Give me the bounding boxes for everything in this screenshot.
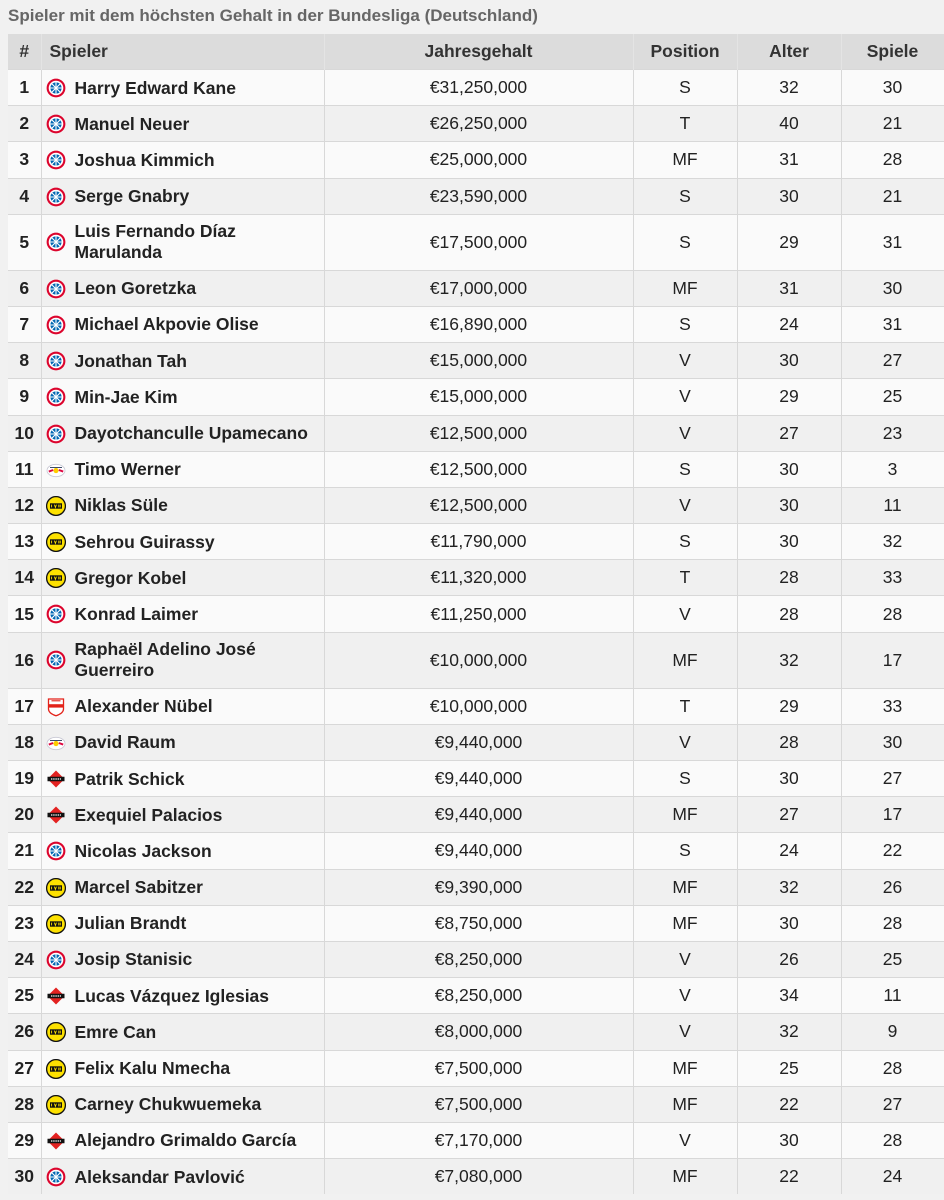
dortmund-icon <box>46 914 66 934</box>
position-cell: T <box>633 560 737 596</box>
column-header-salary[interactable]: Jahresgehalt <box>324 34 633 70</box>
age-cell: 30 <box>737 178 841 214</box>
player-name[interactable]: Serge Gnabry <box>74 186 190 207</box>
position-cell: MF <box>633 1086 737 1122</box>
position-cell: S <box>633 761 737 797</box>
salary-cell: €7,080,000 <box>324 1159 633 1195</box>
table-row <box>8 524 944 560</box>
table-row <box>8 178 944 214</box>
position-cell: MF <box>633 905 737 941</box>
games-cell: 27 <box>841 1086 944 1122</box>
player-name[interactable]: Harry Edward Kane <box>74 77 236 98</box>
player-name[interactable]: Timo Werner <box>74 459 181 480</box>
table-row <box>8 869 944 905</box>
table-row <box>8 306 944 342</box>
position-cell: S <box>633 306 737 342</box>
rank-cell: 3 <box>8 142 41 178</box>
player-name[interactable]: Joshua Kimmich <box>74 149 215 170</box>
age-cell: 27 <box>737 415 841 451</box>
position-cell: T <box>633 688 737 724</box>
salary-cell: €23,590,000 <box>324 178 633 214</box>
age-cell: 34 <box>737 978 841 1014</box>
table-header-row <box>8 34 944 70</box>
column-header-player[interactable]: Spieler <box>41 34 324 70</box>
position-cell: S <box>633 70 737 106</box>
player-cell <box>41 379 324 415</box>
rank-cell: 9 <box>8 379 41 415</box>
age-cell: 29 <box>737 214 841 270</box>
position-cell: MF <box>633 1050 737 1086</box>
table-row <box>8 596 944 632</box>
dortmund-icon <box>46 568 66 588</box>
table-row <box>8 761 944 797</box>
games-cell: 3 <box>841 451 944 487</box>
table-row <box>8 688 944 724</box>
position-cell: V <box>633 596 737 632</box>
table-row <box>8 1159 944 1195</box>
games-cell: 21 <box>841 178 944 214</box>
salary-cell: €9,440,000 <box>324 833 633 869</box>
leverkusen-icon <box>46 769 66 789</box>
games-cell: 33 <box>841 560 944 596</box>
table-row <box>8 343 944 379</box>
age-cell: 22 <box>737 1086 841 1122</box>
player-name[interactable]: Jonathan Tah <box>74 350 187 371</box>
position-cell: V <box>633 1122 737 1158</box>
games-cell: 30 <box>841 70 944 106</box>
rank-cell: 25 <box>8 978 41 1014</box>
position-cell: S <box>633 451 737 487</box>
position-cell: MF <box>633 1159 737 1195</box>
salary-cell: €15,000,000 <box>324 379 633 415</box>
games-cell: 28 <box>841 1050 944 1086</box>
games-cell: 11 <box>841 978 944 1014</box>
position-cell: V <box>633 415 737 451</box>
games-cell: 32 <box>841 524 944 560</box>
salary-cell: €8,750,000 <box>324 905 633 941</box>
player-name[interactable]: Julian Brandt <box>74 913 187 934</box>
age-cell: 40 <box>737 106 841 142</box>
games-cell: 11 <box>841 487 944 523</box>
position-cell: MF <box>633 869 737 905</box>
rank-cell: 22 <box>8 869 41 905</box>
column-header-position[interactable]: Position <box>633 34 737 70</box>
salary-cell: €16,890,000 <box>324 306 633 342</box>
table-row <box>8 632 944 688</box>
age-cell: 24 <box>737 306 841 342</box>
player-cell <box>41 833 324 869</box>
games-cell: 26 <box>841 869 944 905</box>
table-row <box>8 270 944 306</box>
bayern-icon <box>46 387 66 407</box>
player-name[interactable]: Michael Akpovie Olise <box>74 314 259 335</box>
player-cell <box>41 1159 324 1195</box>
position-cell: V <box>633 941 737 977</box>
games-cell: 24 <box>841 1159 944 1195</box>
bayern-icon <box>46 650 66 670</box>
player-name[interactable]: Sehrou Guirassy <box>74 531 215 552</box>
player-name[interactable]: Emre Can <box>74 1021 157 1042</box>
age-cell: 28 <box>737 560 841 596</box>
bayern-icon <box>46 1167 66 1187</box>
player-name[interactable]: Niklas Süle <box>74 495 168 516</box>
age-cell: 32 <box>737 869 841 905</box>
games-cell: 28 <box>841 596 944 632</box>
games-cell: 27 <box>841 343 944 379</box>
player-cell <box>41 797 324 833</box>
position-cell: S <box>633 178 737 214</box>
player-cell <box>41 978 324 1014</box>
player-cell <box>41 941 324 977</box>
games-cell: 30 <box>841 270 944 306</box>
player-cell <box>41 1086 324 1122</box>
dortmund-icon <box>46 532 66 552</box>
player-name[interactable]: Gregor Kobel <box>74 567 187 588</box>
salary-table <box>8 34 944 1194</box>
table-row <box>8 487 944 523</box>
rank-cell: 5 <box>8 214 41 270</box>
bayern-icon <box>46 315 66 335</box>
position-cell: V <box>633 343 737 379</box>
games-cell: 28 <box>841 905 944 941</box>
salary-cell: €15,000,000 <box>324 343 633 379</box>
bayern-icon <box>46 604 66 624</box>
salary-cell: €9,440,000 <box>324 761 633 797</box>
age-cell: 26 <box>737 941 841 977</box>
player-name[interactable]: Lucas Vázquez Iglesias <box>74 985 270 1006</box>
bayern-icon <box>46 841 66 861</box>
player-cell <box>41 70 324 106</box>
age-cell: 30 <box>737 487 841 523</box>
age-cell: 30 <box>737 524 841 560</box>
age-cell: 30 <box>737 1122 841 1158</box>
salary-cell: €17,000,000 <box>324 270 633 306</box>
table-row <box>8 978 944 1014</box>
player-cell <box>41 415 324 451</box>
dortmund-icon <box>46 496 66 516</box>
salary-cell: €25,000,000 <box>324 142 633 178</box>
salary-cell: €7,500,000 <box>324 1050 633 1086</box>
salary-cell: €11,250,000 <box>324 596 633 632</box>
rank-cell: 19 <box>8 761 41 797</box>
age-cell: 30 <box>737 343 841 379</box>
player-name[interactable]: Dayotchanculle Upamecano <box>74 423 308 444</box>
age-cell: 24 <box>737 833 841 869</box>
player-cell <box>41 905 324 941</box>
age-cell: 29 <box>737 379 841 415</box>
position-cell: V <box>633 1014 737 1050</box>
games-cell: 30 <box>841 724 944 760</box>
salary-cell: €31,250,000 <box>324 70 633 106</box>
salary-cell: €17,500,000 <box>324 214 633 270</box>
age-cell: 30 <box>737 451 841 487</box>
age-cell: 31 <box>737 270 841 306</box>
games-cell: 22 <box>841 833 944 869</box>
table-row <box>8 941 944 977</box>
age-cell: 22 <box>737 1159 841 1195</box>
games-cell: 27 <box>841 761 944 797</box>
rank-cell: 24 <box>8 941 41 977</box>
player-name[interactable]: Nicolas Jackson <box>74 840 212 861</box>
age-cell: 25 <box>737 1050 841 1086</box>
player-name[interactable]: Raphaël Adelino José Guerreiro <box>74 639 256 681</box>
salary-cell: €26,250,000 <box>324 106 633 142</box>
player-cell <box>41 724 324 760</box>
leverkusen-icon <box>46 805 66 825</box>
rank-cell: 17 <box>8 688 41 724</box>
leipzig-icon <box>46 733 66 753</box>
rank-cell: 28 <box>8 1086 41 1122</box>
salary-cell: €9,440,000 <box>324 797 633 833</box>
player-name[interactable]: David Raum <box>74 732 176 753</box>
position-cell: V <box>633 724 737 760</box>
player-cell <box>41 869 324 905</box>
rank-cell: 4 <box>8 178 41 214</box>
dortmund-icon <box>46 1095 66 1115</box>
stuttgart-icon <box>46 697 66 717</box>
games-cell: 31 <box>841 306 944 342</box>
leverkusen-icon <box>46 986 66 1006</box>
leverkusen-icon <box>46 1131 66 1151</box>
age-cell: 30 <box>737 905 841 941</box>
dortmund-icon <box>46 878 66 898</box>
player-cell <box>41 632 324 688</box>
player-name[interactable]: Patrik Schick <box>74 768 185 789</box>
games-cell: 25 <box>841 941 944 977</box>
rank-cell: 2 <box>8 106 41 142</box>
player-name[interactable]: Exequiel Palacios <box>74 804 223 825</box>
leipzig-icon <box>46 460 66 480</box>
player-cell <box>41 451 324 487</box>
salary-cell: €12,500,000 <box>324 415 633 451</box>
player-name[interactable]: Alexander Nübel <box>74 696 213 717</box>
salary-cell: €12,500,000 <box>324 487 633 523</box>
age-cell: 32 <box>737 70 841 106</box>
age-cell: 32 <box>737 1014 841 1050</box>
position-cell: MF <box>633 632 737 688</box>
table-row <box>8 797 944 833</box>
player-name[interactable]: Konrad Laimer <box>74 603 198 624</box>
position-cell: S <box>633 524 737 560</box>
table-row <box>8 70 944 106</box>
bayern-icon <box>46 150 66 170</box>
position-cell: MF <box>633 270 737 306</box>
player-cell <box>41 178 324 214</box>
player-name[interactable]: Carney Chukwuemeka <box>74 1094 262 1115</box>
player-cell <box>41 524 324 560</box>
salary-cell: €9,440,000 <box>324 724 633 760</box>
rank-cell: 27 <box>8 1050 41 1086</box>
salary-cell: €11,790,000 <box>324 524 633 560</box>
salary-cell: €10,000,000 <box>324 632 633 688</box>
rank-cell: 6 <box>8 270 41 306</box>
player-cell <box>41 596 324 632</box>
table-row <box>8 560 944 596</box>
games-cell: 23 <box>841 415 944 451</box>
table-row <box>8 833 944 869</box>
table-row <box>8 106 944 142</box>
position-cell: V <box>633 487 737 523</box>
salary-cell: €12,500,000 <box>324 451 633 487</box>
rank-cell: 1 <box>8 70 41 106</box>
salary-cell: €7,170,000 <box>324 1122 633 1158</box>
table-row <box>8 1050 944 1086</box>
games-cell: 25 <box>841 379 944 415</box>
player-cell <box>41 306 324 342</box>
rank-cell: 26 <box>8 1014 41 1050</box>
games-cell: 33 <box>841 688 944 724</box>
table-row <box>8 451 944 487</box>
column-header-rank[interactable]: # <box>8 34 41 70</box>
bayern-icon <box>46 187 66 207</box>
age-cell: 28 <box>737 596 841 632</box>
salary-cell: €8,250,000 <box>324 978 633 1014</box>
position-cell: V <box>633 978 737 1014</box>
dortmund-icon <box>46 1022 66 1042</box>
player-name[interactable]: Luis Fernando Díaz Marulanda <box>74 221 236 263</box>
position-cell: V <box>633 379 737 415</box>
table-row <box>8 379 944 415</box>
table-row <box>8 1086 944 1122</box>
salary-cell: €8,000,000 <box>324 1014 633 1050</box>
player-cell <box>41 761 324 797</box>
player-name[interactable]: Marcel Sabitzer <box>74 877 203 898</box>
player-cell <box>41 688 324 724</box>
dortmund-icon <box>46 1059 66 1079</box>
games-cell: 28 <box>841 142 944 178</box>
player-name[interactable]: Aleksandar Pavlović <box>74 1166 245 1187</box>
player-name[interactable]: Felix Kalu Nmecha <box>74 1058 231 1079</box>
rank-cell: 30 <box>8 1159 41 1195</box>
age-cell: 32 <box>737 632 841 688</box>
player-cell <box>41 343 324 379</box>
rank-cell: 29 <box>8 1122 41 1158</box>
player-name[interactable]: Leon Goretzka <box>74 278 197 299</box>
table-row <box>8 905 944 941</box>
column-header-games[interactable]: Spiele <box>841 34 944 70</box>
games-cell: 17 <box>841 797 944 833</box>
games-cell: 17 <box>841 632 944 688</box>
player-cell <box>41 106 324 142</box>
column-header-age[interactable]: Alter <box>737 34 841 70</box>
games-cell: 28 <box>841 1122 944 1158</box>
table-row <box>8 214 944 270</box>
table-row <box>8 1014 944 1050</box>
rank-cell: 21 <box>8 833 41 869</box>
salary-cell: €10,000,000 <box>324 688 633 724</box>
rank-cell: 11 <box>8 451 41 487</box>
player-cell <box>41 1122 324 1158</box>
salary-cell: €11,320,000 <box>324 560 633 596</box>
games-cell: 9 <box>841 1014 944 1050</box>
player-name[interactable]: Min-Jae Kim <box>74 386 178 407</box>
position-cell: MF <box>633 142 737 178</box>
rank-cell: 16 <box>8 632 41 688</box>
bayern-icon <box>46 78 66 98</box>
salary-cell: €9,390,000 <box>324 869 633 905</box>
table-row <box>8 1122 944 1158</box>
player-name[interactable]: Manuel Neuer <box>74 113 190 134</box>
age-cell: 31 <box>737 142 841 178</box>
bayern-icon <box>46 950 66 970</box>
age-cell: 29 <box>737 688 841 724</box>
table-row <box>8 724 944 760</box>
player-cell <box>41 1050 324 1086</box>
rank-cell: 23 <box>8 905 41 941</box>
rank-cell: 15 <box>8 596 41 632</box>
table-row <box>8 142 944 178</box>
position-cell: S <box>633 833 737 869</box>
salary-cell: €8,250,000 <box>324 941 633 977</box>
games-cell: 31 <box>841 214 944 270</box>
player-name[interactable]: Alejandro Grimaldo García <box>74 1130 297 1151</box>
player-cell <box>41 270 324 306</box>
rank-cell: 14 <box>8 560 41 596</box>
bayern-icon <box>46 424 66 444</box>
player-cell <box>41 214 324 270</box>
age-cell: 30 <box>737 761 841 797</box>
rank-cell: 10 <box>8 415 41 451</box>
position-cell: S <box>633 214 737 270</box>
position-cell: MF <box>633 797 737 833</box>
rank-cell: 18 <box>8 724 41 760</box>
salary-cell: €7,500,000 <box>324 1086 633 1122</box>
bayern-icon <box>46 232 66 252</box>
player-cell <box>41 487 324 523</box>
page-title: Spieler mit dem höchsten Gehalt in der Bundesliga (Deutschland) <box>8 6 538 25</box>
player-cell <box>41 560 324 596</box>
table-row <box>8 415 944 451</box>
bayern-icon <box>46 351 66 371</box>
rank-cell: 13 <box>8 524 41 560</box>
position-cell: T <box>633 106 737 142</box>
rank-cell: 12 <box>8 487 41 523</box>
rank-cell: 7 <box>8 306 41 342</box>
age-cell: 27 <box>737 797 841 833</box>
bayern-icon <box>46 114 66 134</box>
bayern-icon <box>46 279 66 299</box>
player-name[interactable]: Josip Stanisic <box>74 949 193 970</box>
player-cell <box>41 1014 324 1050</box>
games-cell: 21 <box>841 106 944 142</box>
player-cell <box>41 142 324 178</box>
age-cell: 28 <box>737 724 841 760</box>
rank-cell: 20 <box>8 797 41 833</box>
rank-cell: 8 <box>8 343 41 379</box>
